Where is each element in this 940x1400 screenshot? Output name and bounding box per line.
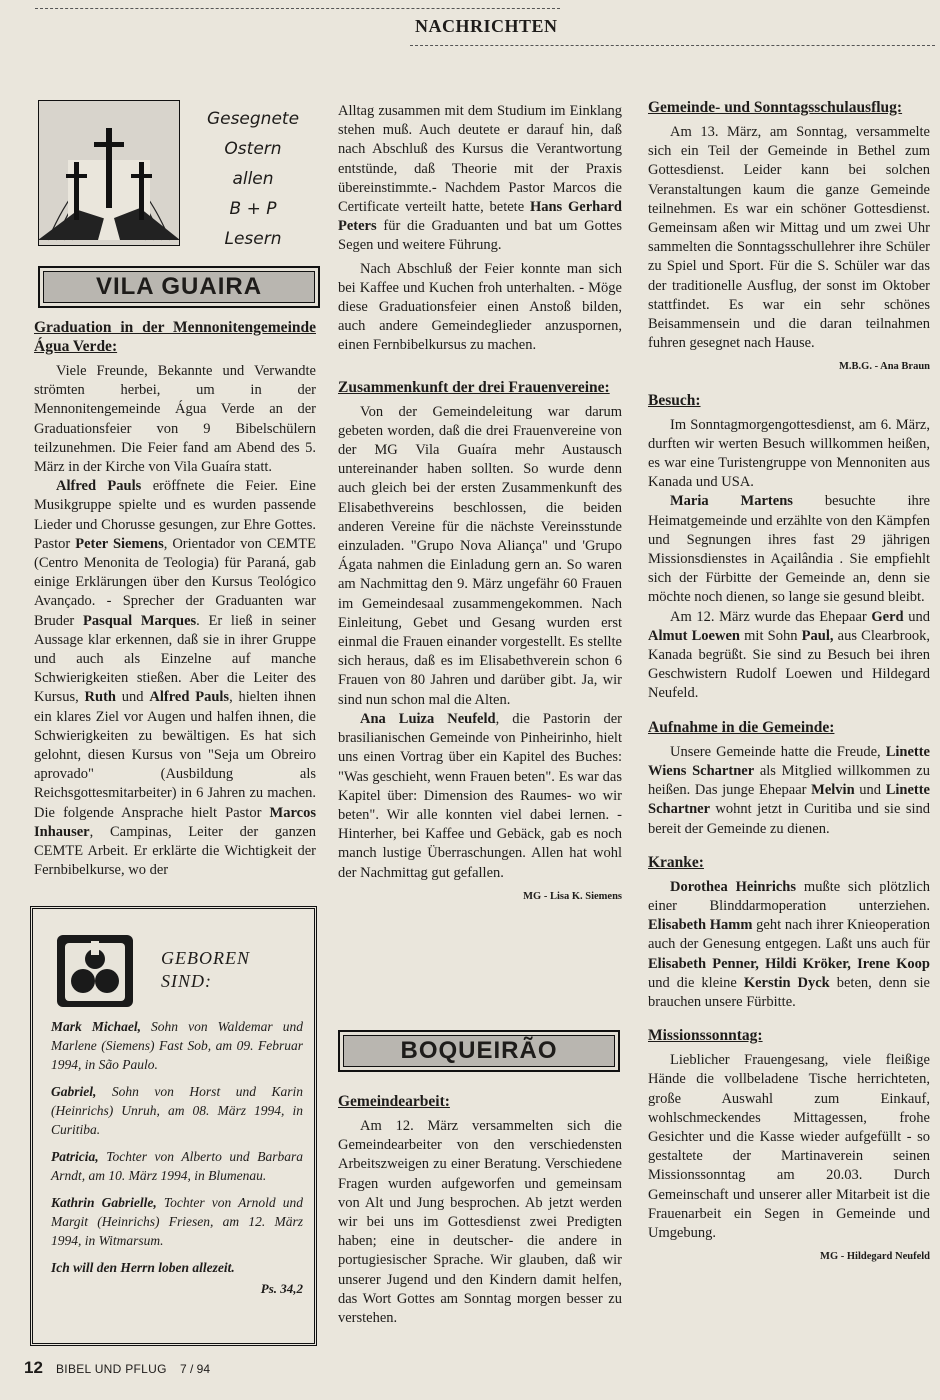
paragraph: Alltag zusammen mit dem Studium im Einklang stehen muß. Auch deutete er darauf hin, daß nach Abschluß des Kursus die Verantwortung entstünde, daß Theorie mit der Praxis übereinstimmte.- Nachdem Pastor Marcos die Certificate verteilt hatte, betete Hans Gerhard Peters für die Graduanten und bat um Gottes Segen und weitere Führung. <box>338 103 622 254</box>
easter-line: Ostern <box>224 139 282 159</box>
bible-verse: Ich will den Herrn loben allezeit. <box>51 1260 235 1275</box>
article-heading: Graduation in der Mennonitengemeinde Água Verde: <box>34 319 316 355</box>
births-title: GEBOREN SIND: <box>161 948 250 991</box>
paragraph: Dorothea Heinrichs mußte sich plötzlich einer Blinddarmoperation unterziehen. Elisabeth Hamm geht nach ihrer Knieoperation auch der Genesung entgegen. Laßt uns auch für Elisabeth Penner, Hildi Kröker, Irene Koop und die kleine Kerstin Dyck beten, denn sie brauchen unsere Fürbitte. <box>648 878 931 1010</box>
births-list <box>51 1017 303 1306</box>
easter-line: B + P <box>229 199 277 219</box>
magazine-name: BIBEL UND PFLUG <box>56 1362 167 1376</box>
birth-entry: Patricia, Tochter von Alberto und Barbara Arndt, am 10. März 1994, in Blumenau. <box>51 1149 303 1183</box>
paragraph: Viele Freunde, Bekannte und Verwandte strömten herbei, um in der Mennonitengemeinde Água Verde an der Graduationsfeier von 9 Bibelschülern teilzunehmen. Die Feier fand am Abend des 5. März in der Kirche von Vila Guaíra statt. <box>34 363 316 476</box>
paragraph: Lieblicher Frauengesang, viele fleißige Hände die vollbeladene Tische herrichteten, große Auswahl zum Einkauf, wohlschmeckendes Mittagessen, frohe Gesichter und die Kasse wieder aufgefüllt - so gestaltete der Martinaverein seinen Missionssonntag am 20.03. Durch Gemeinschaft und unserer aller Mitarbeit ist die Frauenarbeit ein Segen in Gemeinde und Umgebung. <box>648 1052 930 1241</box>
paragraph: Maria Martens besuchte ihre Heimatgemeinde und erzählte von den Kämpfen und Segnungen ihres fast 29 jährigen Missionsdienstes in Açailândia . Sie empfiehlt sich der Fürbitte der Gemeinde an, denn sie möchte noch dienen, so lange sie gesund bleibt. <box>648 493 930 606</box>
birth-entry: Mark Michael, Sohn von Waldemar und Marlene (Siemens) Fast Sob, am 09. Februar 1994, in São Paulo. <box>51 1019 303 1072</box>
banner-vila-guaira-label: VILA GUAIRA <box>43 271 315 303</box>
paragraph: Alfred Pauls eröffnete die Feier. Eine Musikgruppe spielte und es wurden passende Lieder und Chorusse gesungen, zur Ehre Gottes. Pastor Peter Siemens, Orientador von CEMTE (Centro Menonita de Teologia) für Paraná, gab einige Erklärungen über den Kursus Teológico Avançado. - Sprecher der Graduanten war Bruder Pasqual Marques. Er ließ in seiner Aussage klar erkennen, daß sie in ihrer Gruppe und auch als Einzelne auf manche Schwierigkeiten stießen. Aber die Leiter des Kursus, Ruth und Alfred Pauls, hielten ihnen ein klares Ziel vor Augen und halfen ihnen, die Schwierigkeiten zu bewältigen. Es hat sich gelohnt, diesen Kursus von "Seja um Obreiro aprovado" (Ausbildung als Reichsgottesmitarbeiter) in 6 Jahren zu machen. Die folgende Ansprache hielt Pastor Marcos Inhauser, Campinas, Leiter der ganzen CEMTE Arbeit. Er erklärte die Wichtigkeit der Fernbibelkurse, wo der <box>34 478 317 879</box>
article-heading: Gemeindearbeit: <box>338 1093 450 1110</box>
baby-icon <box>55 933 135 1009</box>
birth-entry: Gabriel, Sohn von Horst und Karin (Heinrichs) Unruh, am 08. März 1994, in Curitiba. <box>51 1084 303 1137</box>
paragraph: Im Sonntagmorgengottesdienst, am 6. März, durften wir werten Besuch willkommen heißen, es war eine Turistengruppe von Mennoniten aus Kanada und USA. <box>648 416 930 491</box>
paragraph: Unsere Gemeinde hatte die Freude, Linette Wiens Schartner als Mitglied willkommen zu heißen. Das junge Ehepaar Melvin und Linette Schartner wohnt jetzt in Curitiba und sie sind bereit der Gemeinde zu dienen. <box>648 743 930 837</box>
article-heading: Aufnahme in die Gemeinde: <box>648 718 835 736</box>
author-signature: MG - Lisa K. Siemens <box>523 890 622 902</box>
paragraph: Am 12. März versammelten sich die Gemeindearbeiter von den verschiedensten Arbeitszweigen zu einer Beratung. Verschiedene Fragen wurden aufgeworfen und gemeinsam von Alt und Jung besprochen. Ab jetzt werden wir bei uns im Gottesdienst zwei Predigten haben; eine in deutscher- die andere in portugiesischer Sprache. Wir glauben, daß wir unserer Jugend und den Kindern damit helfen, das Wort Gottes am Sonntag morgen besser zu verstehen. <box>338 1118 622 1327</box>
author-signature: MG - Hildegard Neufeld <box>820 1251 930 1263</box>
header-rule-top <box>35 8 560 9</box>
birth-entry: Kathrin Gabrielle, Tochter von Arnold und Margit (Heinrichs) Friesen, am 12. März 1994, in Witmarsum. <box>51 1195 303 1248</box>
column-2 <box>338 102 622 912</box>
easter-line: Lesern <box>224 229 282 249</box>
article-heading: Missionssonntag: <box>648 1027 763 1045</box>
paragraph: Am 13. März, am Sonntag, versammelte sich ein Teil der Gemeinde in Bethel zum Gottesdienst. Leider kann bei solchen Veranstaltungen kaum die ganze Gemeinde teilnehmen. Es war ein schöner Gottesdienst. Gemeinsam aßen wir Mittag und um zwei Uhr sammelten die Sonntagsschullehrer ihre Schüler zu Spiel und Sport. Für die S. Schüler war das der traditionelle Ausflug, der sonst im Oktober stattfindet. Es war ein sehr schönes Beisammensein und die daran teilnahmen fuhren gesegnet nach Hause. <box>648 124 930 352</box>
easter-line: Gesegnete <box>206 109 300 129</box>
paragraph: Ana Luiza Neufeld, die Pastorin der brasilianischen Gemeinde von Pinheirinho, hielt uns einen Vortrag über ein Kapitel des Buches: "Was geschieht, wenn Frauen beten". Es war das Kapitel über: Dimension des Raumes- wo wir beten". Wir alle konnten viel dabei lernen. - Hinterher, bei Kaffee und Gebäck, gab es noch manch lustige Überraschungen. Allen hat wohl der Nachmittag gut gefallen. <box>338 710 622 881</box>
easter-line: allen <box>232 169 274 189</box>
article-heading: Zusammenkunft der drei Frauenvereine: <box>338 378 610 396</box>
page-number: 12 <box>24 1358 43 1377</box>
banner-boqueirao <box>338 1030 620 1072</box>
issue-number: 7 / 94 <box>180 1362 211 1376</box>
column-2-lower <box>338 1092 622 1328</box>
paragraph: Von der Gemeindeleitung war darum gebeten worden, daß die drei Frauenvereine von der MG Vila Guaíra mehr Austausch untereinander haben sollten. So wurde denn auch gleich bei der ersten Zusammenkunft des Elisabethvereins beschlossen, die beiden anderen Vereine für die nächste Vereinsstunde einzuladen. "Grupo Nova Aliança" und 'Grupo Ágata nahmen die Einladung gern an. So waren am Nachmittag den 9. März ungefähr 60 Frauen im Gemeindesaal zusammengekommen. Nach Einleitung, Gebet und Gesang wurden erst einmal die Frauen einander vorgestellt. Es stellte sich heraus, daß es im Elisabethverein schon 6 Frauen von 80 Jahren und darüber gibt. Ja, wir sind nun schon mal die Alten. <box>338 403 622 708</box>
banner-boqueirao-label: BOQUEIRÃO <box>343 1035 615 1067</box>
header-rule-bottom <box>410 45 935 46</box>
article-heading: Besuch: <box>648 391 701 409</box>
paragraph: Am 12. März wurde das Ehepaar Gerd und Almut Loewen mit Sohn Paul, aus Clearbrook, Kanada begrüßt. Sie sind zu Besuch bei ihren Geschwistern Rudolf Loewen und Hildegard Neufeld. <box>648 608 931 702</box>
births-box <box>30 906 317 1346</box>
column-3 <box>648 98 930 1272</box>
section-title: NACHRICHTEN <box>415 16 558 36</box>
paragraph: Nach Abschluß der Feier konnte man sich bei Kaffee und Kuchen froh unterhalten. - Möge diese Graduationsfeier einen Anstoß bilden, auch andere Gemeindeglieder anzuspornen, einen Fernbibelkursus zu machen. <box>338 260 622 354</box>
banner-vila-guaira <box>38 266 320 308</box>
bible-verse-reference: Ps. 34,2 <box>260 1281 303 1296</box>
column-1 <box>34 318 316 880</box>
author-signature: M.B.G. - Ana Braun <box>838 361 930 373</box>
easter-cross-illustration <box>38 100 180 246</box>
article-heading: Gemeinde- und Sonntagsschulausflug: <box>648 99 903 116</box>
easter-greeting <box>188 104 318 254</box>
article-heading: Kranke: <box>648 853 704 871</box>
